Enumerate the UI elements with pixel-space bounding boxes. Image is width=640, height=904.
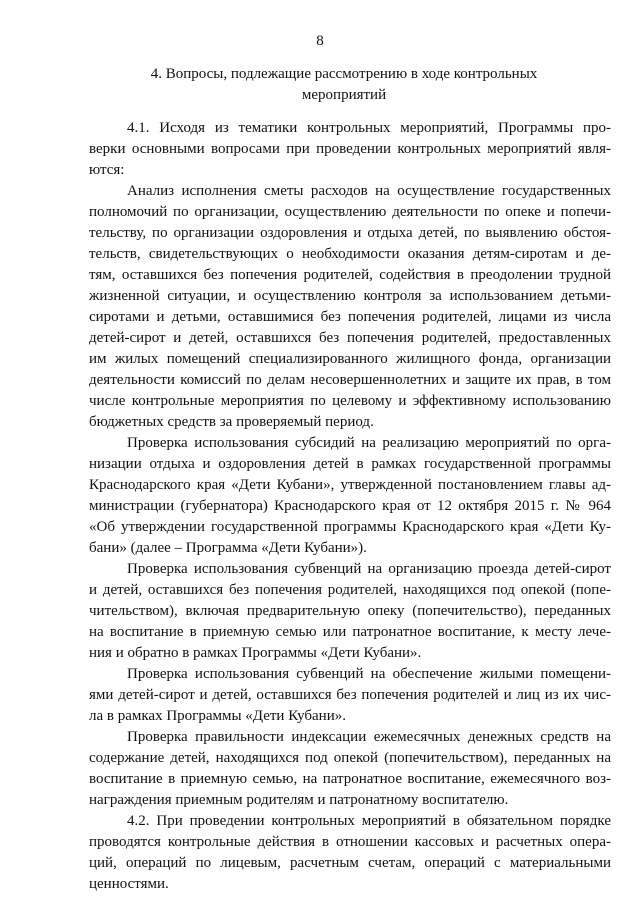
text-line: тельству, по организации оздоровления и отдыха детей, по выявлению обстоя-: [89, 225, 611, 241]
text-line: ями детей-сирот и детей, оставшихся без попечения родителей и лиц из их чис-: [89, 687, 611, 703]
text-line: Проверка использования субсидий на реализацию мероприятий по орга-: [127, 435, 611, 451]
text-line: чительством), включая предварительную опеку (попечительство), переданных: [89, 603, 611, 619]
text-line: «Об утверждении государственной программы Краснодарского края «Дети Ку-: [89, 519, 611, 535]
text-line: им жилых помещений специализированного жилищного фонда, организации: [89, 351, 611, 367]
text-line: министрации (губернатора) Краснодарского края от 12 октября 2015 г. № 964: [89, 498, 611, 514]
text-line: содержание детей, находящихся под опекой (попечительством), переданных на: [89, 750, 611, 766]
text-line: сиротами и детьми, оставшимися без попечения родителей, лицами из числа: [89, 309, 611, 325]
text-line: тельств, свидетельствующих о необходимости оказания детям-сиротам и де-: [89, 246, 611, 262]
text-line: верки основными вопросами при проведении контрольных мероприятий явля-: [89, 141, 611, 157]
text-line: Проверка использования субвенций на организацию проезда детей-сирот: [127, 561, 611, 577]
text-line: ций, операций по лицевым, расчетным счетам, операций с материальными: [89, 855, 611, 871]
text-line: Анализ исполнения сметы расходов на осуществление государственных: [127, 183, 611, 199]
text-line: полномочий по организации, осуществлению деятельности по опеке и попечи-: [89, 204, 611, 220]
text-line: 4.1. Исходя из тематики контрольных мероприятий, Программы про-: [127, 120, 611, 136]
text-line: бани» (далее – Программа «Дети Кубани»).: [89, 540, 367, 556]
page-number: 8: [316, 33, 324, 49]
text-line: бюджетных средств за проверяемый период.: [89, 414, 374, 430]
text-line: Краснодарского края «Дети Кубани», утвержденной постановлением главы ад-: [89, 477, 611, 493]
text-line: проводятся контрольные действия в отношении кассовых и расчетных опера-: [89, 834, 611, 850]
text-line: детей-сирот и детей, оставшихся без попечения родителей, предоставленных: [89, 330, 611, 346]
text-line: Проверка использования субвенций на обеспечение жилыми помещени-: [127, 666, 611, 682]
text-line: ния и обратно в рамках Программы «Дети Кубани».: [89, 645, 422, 661]
text-line: Проверка правильности индексации ежемесячных денежных средств на: [127, 729, 611, 745]
text-line: низации отдыха и оздоровления детей в рамках государственной программы: [89, 456, 611, 472]
section-heading: 4. Вопросы, подлежащие рассмотрению в ходе контрольных мероприятий: [150, 66, 538, 103]
text-line: ценностями.: [89, 876, 169, 892]
text-line: числе контрольные мероприятия по целевому и эффективному использованию: [89, 393, 611, 409]
text-line: деятельности комиссий по делам несовершеннолетних и защите их прав, в том: [89, 372, 611, 388]
text-line: жизненной ситуации, и осуществлению контроля за использованием детьми-: [89, 288, 611, 304]
text-line: ла в рамках Программы «Дети Кубани».: [89, 708, 346, 724]
text-line: 4.2. При проведении контрольных мероприятий в обязательном порядке: [127, 813, 611, 829]
text-line: тям, оставшихся без попечения родителей, содействия в преодолении трудной: [89, 267, 611, 283]
text-line: и детей, оставшихся без попечения родителей, находящихся под опекой (попе-: [89, 582, 611, 598]
text-line: ются:: [89, 162, 125, 178]
text-line: на воспитание в приемную семью или патронатное воспитание, к месту лече-: [89, 624, 611, 640]
text-line: воспитание в приемную семью, на патронатное воспитание, ежемесячного воз-: [89, 771, 611, 787]
text-line: награждения приемным родителям и патронатному воспитателю.: [89, 792, 509, 808]
